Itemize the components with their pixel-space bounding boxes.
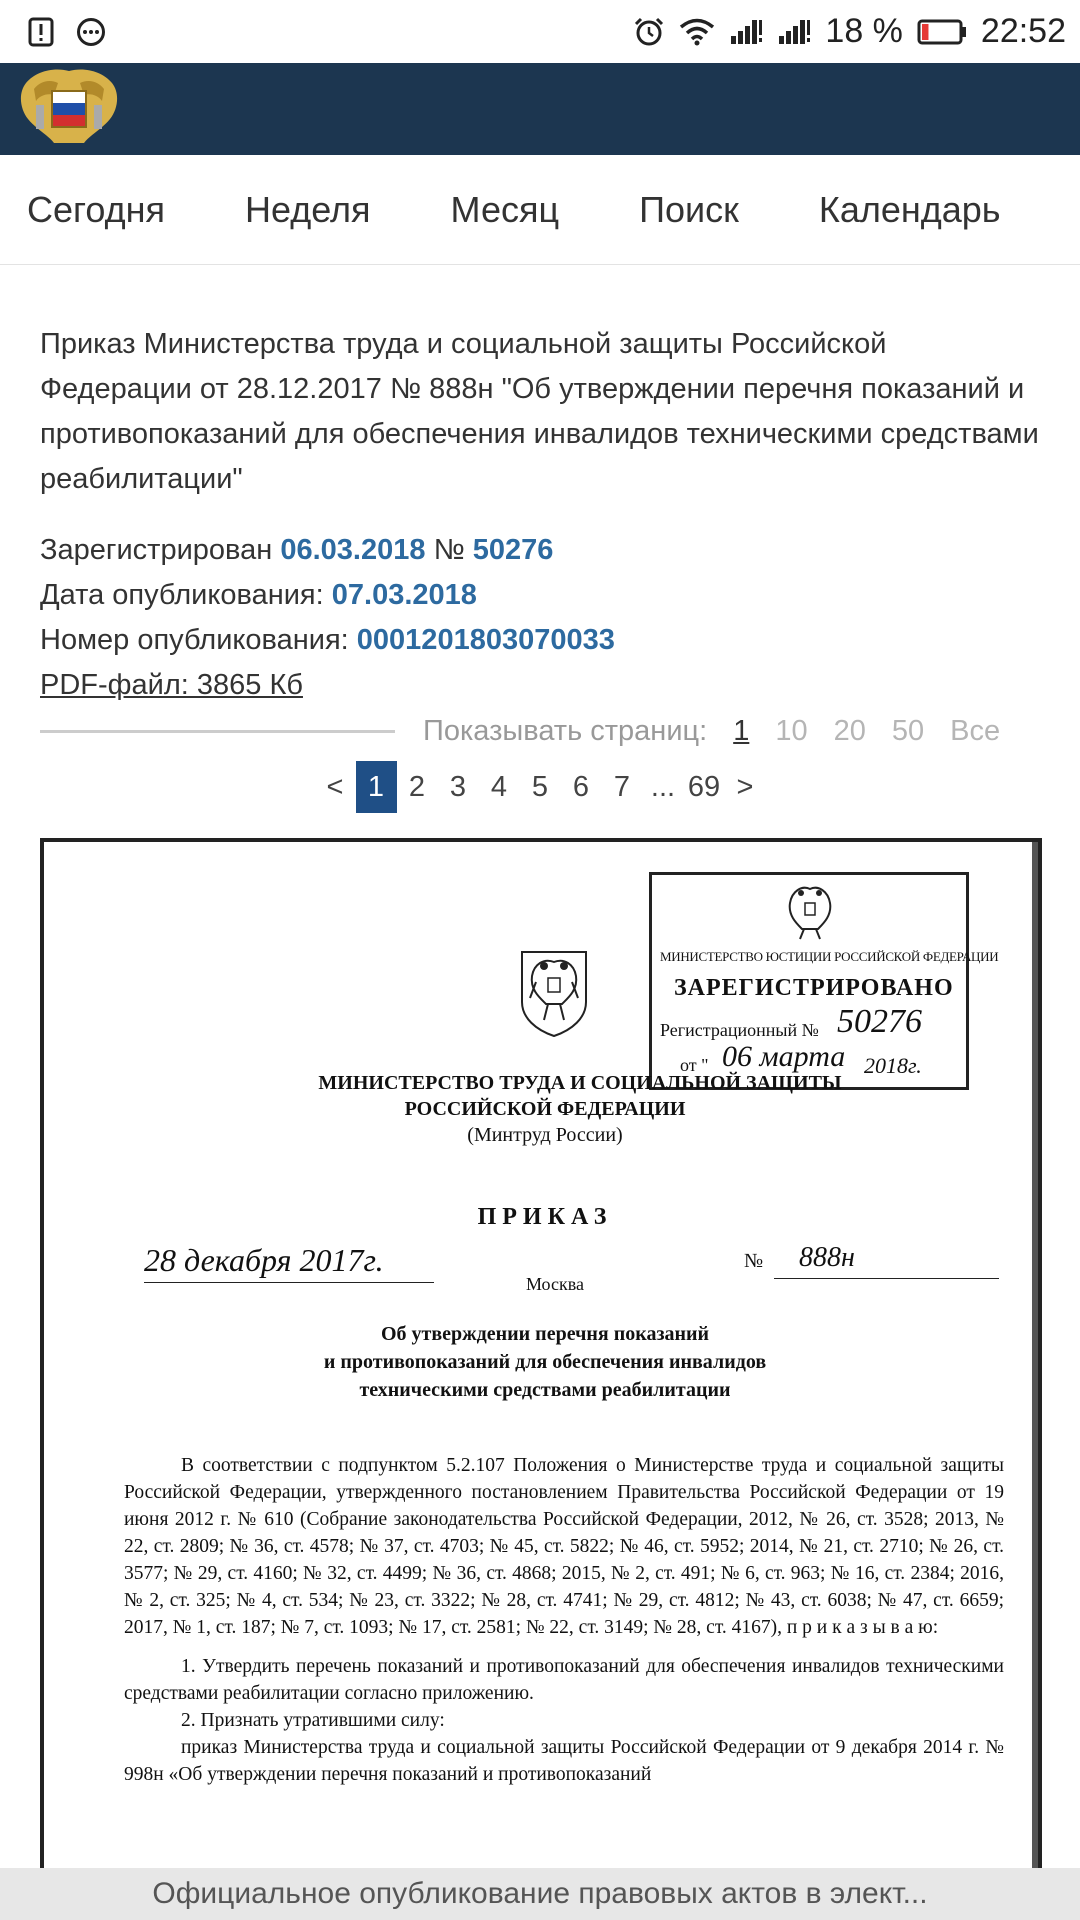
nav-calendar[interactable]: Календарь — [818, 188, 1001, 230]
paragraph-2: 2. Признать утратившими силу: — [181, 1710, 445, 1731]
ministry-short-name: (Минтруд России) — [467, 1124, 623, 1146]
registration-stamp — [649, 872, 999, 1090]
pages-option-20[interactable]: 20 — [833, 714, 866, 747]
clock: 22:52 — [980, 12, 1066, 50]
page-7[interactable]: 7 — [613, 770, 631, 803]
nav-week[interactable]: Неделя — [244, 188, 371, 230]
signal-sim1-icon — [729, 18, 763, 46]
wifi-icon — [679, 18, 715, 46]
stamp-reg-number-label: Регистрационный № — [660, 1020, 819, 1040]
pub-date-label: Дата опубликования: — [40, 579, 324, 611]
page-2[interactable]: 2 — [408, 770, 426, 803]
city: Москва — [526, 1274, 584, 1294]
subject-line-2: и противопоказаний для обеспечения инвалидов — [323, 1351, 767, 1373]
divider — [40, 730, 395, 733]
scanned-document-page — [40, 838, 1042, 1888]
number-sign: № — [433, 534, 465, 566]
stamp-year: 2018г. — [864, 1053, 922, 1078]
alarm-clock-icon — [633, 16, 665, 48]
publication-number-line — [40, 618, 615, 663]
stamp-reg-number: 50276 — [837, 1003, 922, 1040]
signal-sim2-icon — [777, 18, 811, 46]
handwritten-date: 28 декабря 2017г. — [144, 1242, 384, 1278]
paragraph-3: приказ Министерства труда и социальной защиты Российской Федерации от 9 декабря 2014 г. № 998н «Об утверждении перечня показаний и противопоказаний — [124, 1737, 1004, 1785]
page-4[interactable]: 4 — [490, 770, 508, 803]
registered-label: Зарегистрирован — [40, 534, 273, 566]
paragraph-preamble: В соответствии с подпунктом 5.2.107 Положения о Министерстве труда и социальной защиты Российской Федерации, утвержденного постановлением Правительства Российской Федерации от 19 июня 2012 г. № 610 (Собрание законодательства Российской Федерации, 2012, № 26, ст. 3528; 2013, № 22, ст. 2809; № 36, ст. 4578; № 37, ст. 4703; № 45, ст. 5822; № 46, ст. 5952; 2014, № 21, ст. 2710; № 26, ст. 3577; № 29, ст. 4160; № 32, ст. 4499; № 36, ст. 4868; 2015, № 2, ст. 491; № 6, ст. 963; № 16, ст. 2384; 2016, № 2, ст. 325; № 4, ст. 534; № 23, ст. 3322; № 28, ст. 4741; № 29, ст. 4812; № 43, ст. 6038; № 47, ст. 6659; 2017, № 1, ст. 187; № 7, ст. 1093; № 17, ст. 2581; № 22, ст. 3149; № 28, ст. 4167), п р и к а з ы в а ю: — [124, 1455, 1004, 1638]
pages-per-view — [40, 708, 1040, 754]
stamp-coat-of-arms-icon — [782, 883, 838, 946]
pagination — [0, 760, 1080, 814]
page-3[interactable]: 3 — [449, 770, 467, 803]
nav-today[interactable]: Сегодня — [27, 188, 165, 230]
order-word: ПРИКАЗ — [477, 1204, 613, 1230]
pdf-download-link[interactable]: PDF-файл: 3865 Кб — [40, 669, 303, 701]
publication-date-line — [40, 573, 615, 618]
stamp-date-label: от " — [680, 1055, 709, 1075]
order-number-sign: № — [744, 1250, 764, 1272]
pages-option-10[interactable]: 10 — [775, 714, 808, 747]
page-5[interactable]: 5 — [531, 770, 549, 803]
document-title: Приказ Министерства труда и социальной защиты Российской Федерации от 28.12.2017 № 888н "Об утверждении перечня показаний и противопоказаний для обеспечения инвалидов техническими средствами реабилитации" — [40, 328, 1039, 495]
next-page-button[interactable]: > — [736, 770, 754, 803]
battery-icon — [917, 19, 967, 45]
more-notification-icon — [76, 17, 106, 47]
double-headed-eagle-emblem-icon[interactable] — [14, 65, 124, 154]
page-6[interactable]: 6 — [572, 770, 590, 803]
subject-line-1: Об утверждении перечня показаний — [380, 1323, 710, 1345]
stamp-date: 06 марта — [722, 1040, 846, 1073]
coat-of-arms-icon — [514, 942, 594, 1043]
pages-option-1[interactable]: 1 — [733, 714, 750, 747]
pagination-ellipsis: ... — [650, 770, 676, 803]
document-meta — [40, 528, 615, 708]
pages-option-all[interactable]: Все — [950, 714, 1001, 747]
ministry-line-1: МИНИСТЕРСТВО ТРУДА И СОЦИАЛЬНОЙ ЗАЩИТЫ — [318, 1072, 842, 1094]
main-nav — [0, 155, 1080, 265]
site-footer-banner[interactable]: Официальное опубликование правовых актов в элект... — [0, 1868, 1080, 1920]
subject-line-3: техническими средствами реабилитации — [359, 1379, 731, 1401]
pub-number-label: Номер опубликования: — [40, 624, 349, 656]
ministry-heading — [44, 1070, 1042, 1148]
battery-percent: 18 % — [825, 12, 903, 50]
handwritten-order-number: 888н — [799, 1242, 855, 1273]
pub-number: 0001201803070033 — [356, 624, 615, 656]
page-1[interactable]: 1 — [356, 761, 397, 813]
prev-page-button[interactable]: < — [326, 770, 344, 803]
status-bar — [0, 0, 1080, 63]
pages-per-view-label: Показывать страниц: — [423, 714, 708, 747]
registration-line — [40, 528, 615, 573]
stamp-registered: ЗАРЕГИСТРИРОВАНО — [674, 975, 954, 1001]
registered-number: 50276 — [472, 534, 554, 566]
ministry-line-2: РОССИЙСКОЙ ФЕДЕРАЦИИ — [404, 1098, 686, 1120]
nav-search[interactable]: Поиск — [639, 188, 739, 230]
order-subject — [44, 1320, 1042, 1404]
alert-notification-icon — [28, 17, 54, 47]
pub-date: 07.03.2018 — [331, 579, 477, 611]
pages-option-50[interactable]: 50 — [891, 714, 925, 747]
paragraph-1: 1. Утвердить перечень показаний и противопоказаний для обеспечения инвалидов техническими средствами реабилитации согласно приложению. — [124, 1656, 1004, 1704]
site-header — [0, 63, 1080, 155]
order-body — [124, 1452, 1004, 1788]
stamp-ministry: МИНИСТЕРСТВО ЮСТИЦИИ РОССИЙСКОЙ ФЕДЕРАЦИИ — [660, 949, 999, 964]
page-last[interactable]: 69 — [687, 770, 721, 803]
nav-month[interactable]: Месяц — [450, 188, 560, 230]
registered-date: 06.03.2018 — [280, 534, 426, 566]
